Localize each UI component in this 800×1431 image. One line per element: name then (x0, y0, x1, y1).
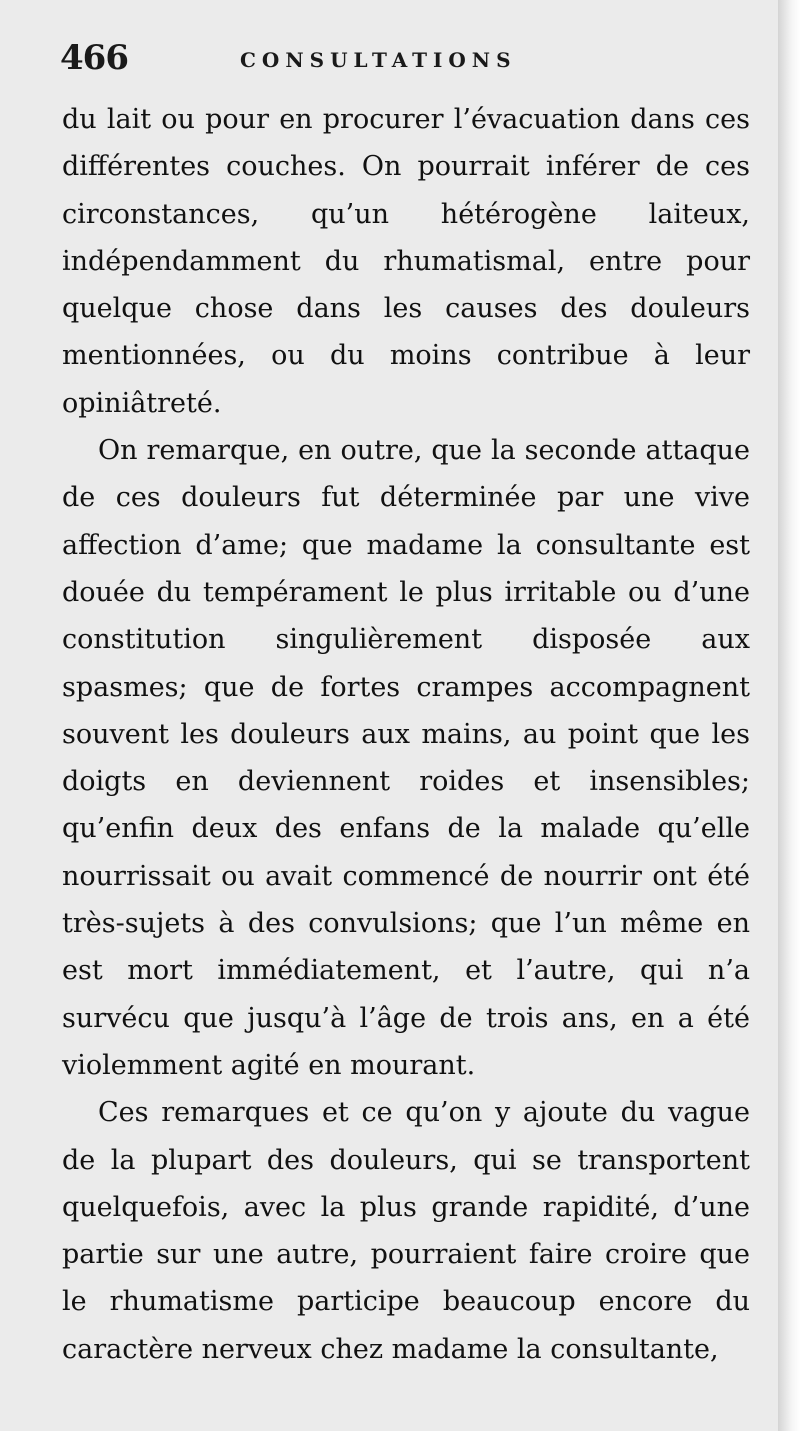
paragraph-continuation: du lait ou pour en procurer l’évacuation dans ces différentes couches. On pourrait inférer de ces circonstances, qu’un hétérogène laiteux, indépendamment du rhumatismal, entre pour quelque chose dans les causes des douleurs mentionnées, ou du moins contribue à leur opiniâtreté. (62, 104, 750, 419)
running-title: CONSULTATIONS (240, 48, 517, 72)
paragraph-conclusion: Ces remarques et ce qu’on y ajoute du vague de la plupart des douleurs, qui se transportent quelquefois, avec la plus grande rapidité, d’une partie sur une autre, pourraient faire croire que le rhumatisme participe beaucoup encore du caractère nerveux chez madame la consultante, (62, 1097, 750, 1365)
running-head (60, 34, 750, 86)
page-edge (778, 0, 800, 1431)
paragraph-remarks: On remarque, en outre, que la seconde attaque de ces douleurs fut déterminée par une vive affection d’ame; que madame la consultante est douée du tempérament le plus irritable ou d’une constitution singulièrement disposée aux spasmes; que de fortes crampes accompagnent souvent les douleurs aux mains, au point que les doigts en deviennent roides et insensibles; qu’enfin deux des enfans de la malade qu’elle nourrissait ou avait commencé de nourrir ont été très-sujets à des convulsions; que l’un même en est mort immédiatement, et l’autre, qui n’a survécu que jusqu’à l’âge de trois ans, en a été violemment agité en mourant. (62, 435, 750, 1081)
body-text (62, 96, 750, 1373)
page-number: 466 (60, 38, 128, 78)
